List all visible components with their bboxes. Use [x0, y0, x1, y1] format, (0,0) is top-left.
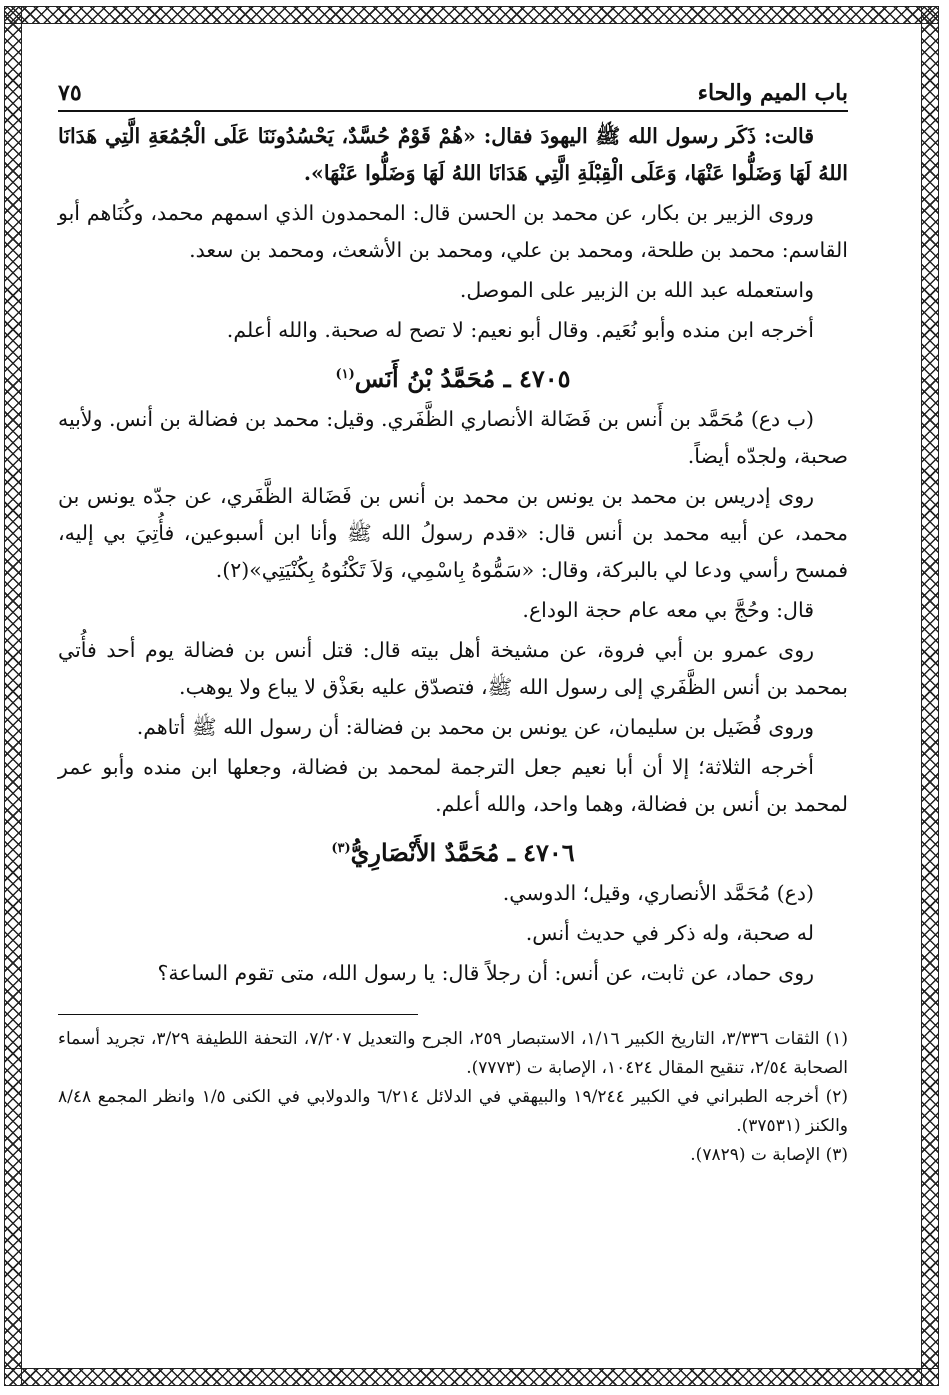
paragraph-hadith: قالت: ذَكَر رسول الله ﷺ اليهودَ فقال: «هُمْ قَوْمٌ حُسَّدٌ، يَحْسُدُونَنَا عَلَى الْجُمُعَةِ الَّتِي هَدَانَا اللهُ لَهَا وَضَلُّوا عَنْهَا، وَعَلَى الْقِبْلَةِ الَّتِي هَدَانَا اللهُ لَهَا وَضَلُّوا عَنْهَا». [58, 124, 848, 185]
paragraph-mosul: واستعمله عبد الله بن الزبير على الموصل. [459, 278, 814, 302]
footnote: (٣) الإصابة ت (٧٨٢٩). [690, 1145, 848, 1165]
paragraph-takhrij: أخرجه ابن منده وأبو نُعَيم. وقال أبو نعيم: لا تصح له صحبة. والله أعلم. [226, 318, 814, 342]
entry-4705-paragraph: روى إدريس بن محمد بن يونس بن محمد بن أنس بن فَضَالة الظَّفَري، عن جدّه يونس بن محمد، عن أبيه محمد بن أنس قال: «قدم رسولُ الله ﷺ وأنا ابن أسبوعين، فأُتِيَ بي إليه، فمسح رأسي ودعا لي بالبركة، وقال: «سَمُّوهُ بِاسْمِي، وَلاَ تَكْنُوهُ بِكُنْيَتِي»(٢). [58, 484, 848, 582]
entry-heading-4706 [58, 827, 848, 875]
entry-4705-paragraph: وروى فُضَيل بن سليمان، عن يونس بن محمد بن فضالة: أن رسول الله ﷺ أتاهم. [136, 715, 814, 739]
entry-4706-paragraph: (دع) مُحَمَّد الأنصاري، وقيل؛ الدوسي. [502, 881, 814, 905]
entry-4705-paragraph: قال: وحُجَّ بي معه عام حجة الوداع. [522, 598, 814, 622]
border-left [4, 6, 22, 1386]
entry-title-4705: ٤٧٠٥ ـ مُحَمَّدُ بْنُ أَنَس [354, 364, 571, 393]
entry-4705-paragraph: (ب دع) مُحَمَّد بن أَنس بن فَضَالة الأنصاري الظَّفَري. وقيل: محمد بن فضالة بن أنس. ولأبيه صحبة، ولجدّه أيضاً. [58, 407, 848, 468]
chapter-title: باب الميم والحاء [697, 80, 848, 106]
footnote: (٢) أخرجه الطبراني في الكبير ١٩/٢٤٤ والبيهقي في الدلائل ٦/٢١٤ والدولابي في الكنى ١/٥ وانظر المجمع ٨/٤٨ والكنز (٣٧٥٣١). [58, 1087, 848, 1136]
entry-note-ref-4705: (١) [335, 367, 355, 382]
running-header [58, 80, 848, 112]
entry-4706-paragraph: له صحبة، وله ذكر في حديث أنس. [525, 921, 814, 945]
page-number: ٧٥ [58, 80, 82, 106]
entry-title-4706: ٤٧٠٦ ـ مُحَمَّدٌ الأَنْصَارِيُّ [350, 838, 575, 867]
footnote: (١) الثقات ٣/٣٣٦، التاريخ الكبير ١/١٦، الاستبصار ٢٥٩، الجرح والتعديل ٧/٢٠٧، التحفة اللطيفة ٣/٢٩، تجريد أسماء الصحابة ٢/٥٤، تنقيح المقال ١٠٤٢٤، الإصابة ت (٧٧٧٣). [58, 1029, 848, 1078]
border-top [4, 6, 939, 24]
entry-4705-paragraph: أخرجه الثلاثة؛ إلا أن أبا نعيم جعل الترجمة لمحمد بن فضالة، وجعلها ابن منده وأبو عمر لمحمد بن أنس بن فضالة، وهما واحد، والله أعلم. [58, 755, 848, 816]
footnote-separator [58, 1014, 418, 1015]
entry-heading-4705 [58, 353, 848, 401]
entry-note-ref-4706: (٣) [331, 841, 351, 856]
border-right [921, 6, 939, 1386]
entry-4705-paragraph: روى عمرو بن أبي فروة، عن مشيخة أهل بيته قال: قتل أنس بن فضالة يوم أحد فأُتي بمحمد بن أنس الظَّفَري إلى رسول الله ﷺ، فتصدّق عليه بعَذْق لا يباع ولا يوهب. [58, 638, 848, 699]
paragraph-zubair: وروى الزبير بن بكار، عن محمد بن الحسن قال: المحمدون الذي اسمهم محمد، وكُنَاهم أبو القاسم: محمد بن طلحة، ومحمد بن علي، ومحمد بن الأشعث، ومحمد بن سعد. [58, 201, 848, 262]
border-bottom [4, 1368, 939, 1386]
entry-4706-paragraph: روى حماد، عن ثابت، عن أنس: أن رجلاً قال: يا رسول الله، متى تقوم الساعة؟ [157, 961, 814, 985]
page-body [58, 80, 848, 1170]
